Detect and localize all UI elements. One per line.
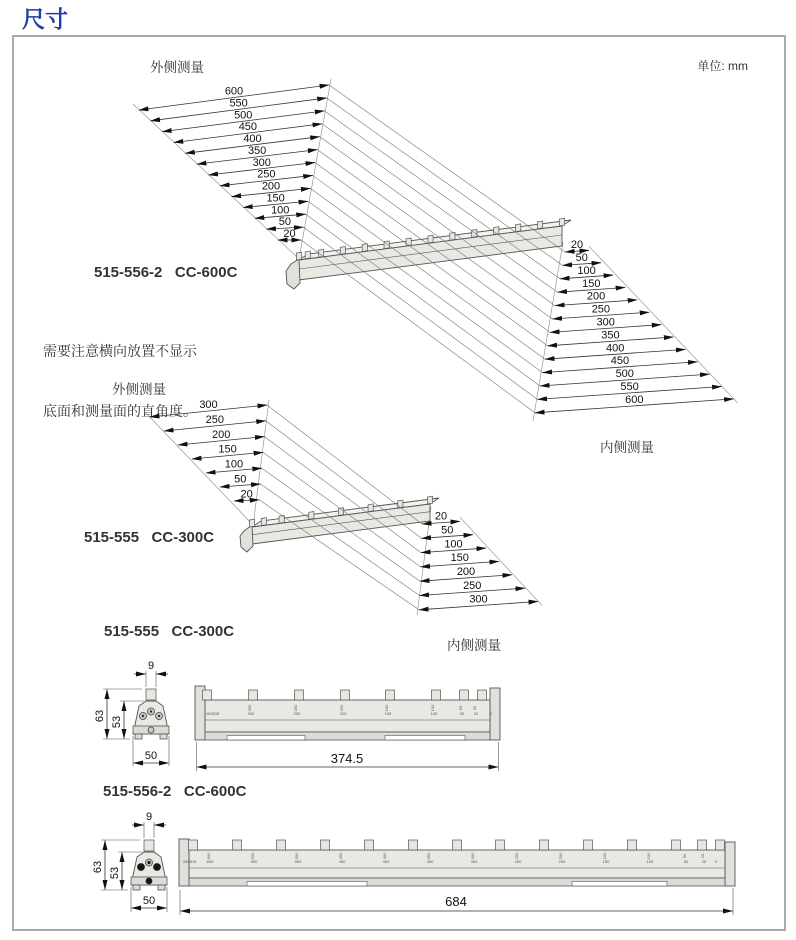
- dim-value: 550: [229, 97, 248, 110]
- envelope-line: [460, 517, 542, 605]
- side-view-300c: [195, 686, 500, 771]
- dim-value: 450: [238, 121, 258, 134]
- scale-label-rotated: 100: [430, 704, 435, 712]
- dim-base-width: 50: [144, 750, 158, 762]
- base-recess: [572, 882, 667, 887]
- bar-stud: [428, 235, 433, 243]
- dimensions-panel: [12, 35, 786, 931]
- scale-label-rotated: 20: [700, 853, 705, 859]
- cross-foot-left: [133, 885, 140, 890]
- scale-label: 0: [489, 711, 493, 716]
- dim-value: 250: [463, 579, 482, 592]
- scale-label: 550: [250, 859, 258, 864]
- scale-label: 250: [514, 859, 522, 864]
- hole-center: [147, 861, 150, 864]
- dim-value: 50: [441, 524, 454, 537]
- bar-stud: [584, 840, 593, 850]
- dim-base-width: 50: [142, 895, 156, 907]
- dim-value: 150: [582, 277, 601, 290]
- dim-length-300c: 374.5: [330, 751, 364, 766]
- scale-label: 450: [338, 859, 346, 864]
- dim-value: 100: [577, 264, 596, 277]
- cross-section-300c: [94, 660, 169, 766]
- scale-label-rotated: 300: [247, 704, 252, 712]
- bar-stud: [249, 690, 258, 700]
- product-label-300c: 515-555 CC-300C: [84, 529, 215, 546]
- bar-stud: [537, 221, 542, 229]
- scale-label: 0: [714, 859, 718, 864]
- bar-stud: [516, 224, 521, 232]
- scale-label: 100: [646, 859, 654, 864]
- dim-length-600c: 684: [445, 894, 467, 909]
- gauge-hole: [148, 727, 154, 733]
- unit-label: 单位: mm: [697, 59, 748, 73]
- scale-label: 150: [602, 859, 610, 864]
- dim-value: 350: [247, 144, 267, 157]
- base-recess: [385, 736, 465, 741]
- outside-measure-label-300c: 外侧测量: [112, 382, 166, 397]
- bar-stud: [432, 690, 441, 700]
- bar-stud: [386, 690, 395, 700]
- dim-pin-width: 9: [147, 660, 155, 672]
- bar-stud: [384, 241, 389, 249]
- bar-stud: [472, 230, 477, 238]
- scale-label-rotated: 150: [602, 852, 607, 860]
- scale-label-rotated: 300: [470, 852, 475, 860]
- dim-value: 100: [224, 458, 244, 471]
- bar-stud: [559, 218, 564, 226]
- iso-diagram-600c: [133, 79, 738, 421]
- dim-value: 150: [266, 192, 285, 205]
- envelope-line: [253, 400, 269, 526]
- gauge-hole: [138, 864, 145, 871]
- section-heading-300c: 515-555 CC-300C: [104, 623, 235, 640]
- scale-label: 150: [384, 711, 392, 716]
- dim-value: 20: [240, 488, 253, 501]
- bar-stud: [716, 840, 725, 850]
- cross-foot-left: [135, 734, 142, 739]
- bar-stud: [365, 840, 374, 850]
- dim-value: 20: [283, 228, 296, 240]
- product-label-600c: 515-556-2 CC-600C: [94, 264, 238, 281]
- scale-label: INSIDE: [183, 859, 197, 864]
- bar-stud: [460, 690, 469, 700]
- bar-end-block: [286, 259, 300, 289]
- cross-pin: [146, 689, 156, 700]
- dim-total-height: 63: [92, 860, 104, 874]
- scale-label-rotated: 50: [682, 853, 687, 859]
- dim-value: 250: [591, 303, 611, 316]
- scale-label-rotated: 20: [472, 705, 477, 711]
- dim-value: 100: [271, 204, 290, 217]
- cross-foot-right: [160, 734, 167, 739]
- cross-section-600c: [92, 811, 167, 912]
- dim-value: 20: [570, 239, 584, 252]
- dim-value: 600: [625, 393, 644, 406]
- scale-label: 50: [459, 711, 465, 716]
- bar-stud: [540, 840, 549, 850]
- side-view-600c: [179, 839, 735, 915]
- dim-value: 150: [218, 443, 237, 456]
- bar-stud: [398, 500, 403, 508]
- page-title: 尺寸: [22, 6, 68, 32]
- dim-value: 50: [234, 473, 247, 486]
- dim-value: 20: [434, 510, 448, 523]
- dim-body-height: 53: [111, 715, 123, 729]
- scale-label-rotated: 400: [382, 852, 387, 860]
- bar-stud: [672, 840, 681, 850]
- note-line-2: 底面和测量面的直角度。: [43, 403, 197, 419]
- end-block-right: [725, 842, 735, 886]
- bar-stud: [295, 690, 304, 700]
- dim-value: 400: [606, 342, 625, 355]
- scale-label: 600: [206, 859, 214, 864]
- scale-label: 300: [470, 859, 478, 864]
- bar-stud: [427, 496, 432, 504]
- cross-pin: [144, 840, 154, 851]
- dim-value: 300: [199, 399, 218, 411]
- scale-label-rotated: 250: [293, 704, 298, 712]
- scale-label: 200: [339, 711, 347, 716]
- scale-label-rotated: 450: [338, 852, 343, 860]
- dim-body-height: 53: [109, 866, 121, 880]
- bar-stud: [478, 690, 487, 700]
- bar-stud: [496, 840, 505, 850]
- bar-stud: [341, 690, 350, 700]
- scale-label: 250: [293, 711, 301, 716]
- scale-label: 50: [683, 859, 689, 864]
- dim-value: 300: [469, 593, 488, 606]
- iso-diagram-300c: [144, 399, 542, 615]
- scale-label: 400: [382, 859, 390, 864]
- scale-label: 350: [426, 859, 434, 864]
- dim-value: 100: [444, 538, 463, 551]
- dim-value: 150: [450, 552, 469, 565]
- scale-label-rotated: 50: [458, 705, 463, 711]
- gauge-hole: [146, 878, 152, 884]
- bar-end-block: [240, 525, 253, 552]
- scale-label: 300: [247, 711, 255, 716]
- hole-center: [150, 710, 152, 712]
- dim-value: 250: [257, 168, 276, 181]
- technical-drawing: [14, 37, 784, 929]
- scale-label: 20: [473, 711, 479, 716]
- dim-value: 500: [615, 368, 634, 381]
- scale-label: 500: [294, 859, 302, 864]
- dim-value: 400: [243, 133, 262, 145]
- bar-stud: [233, 840, 242, 850]
- bar-stud: [368, 504, 373, 512]
- scale-label-rotated: 550: [250, 852, 255, 860]
- scale-label: INSIDE: [206, 711, 220, 716]
- scale-label-rotated: 150: [384, 704, 389, 712]
- dim-value: 200: [261, 180, 281, 193]
- scale-label: 200: [558, 859, 566, 864]
- bar-stud: [409, 840, 418, 850]
- bar-stud: [189, 840, 198, 850]
- extension-line: [267, 405, 422, 524]
- dim-value: 200: [212, 428, 231, 441]
- bar-face: [189, 850, 725, 878]
- dim-value: 50: [278, 216, 291, 229]
- bar-stud: [277, 840, 286, 850]
- bar-stud: [698, 840, 707, 850]
- bar-stud: [362, 244, 367, 252]
- cross-foot-right: [158, 885, 165, 890]
- scale-label-rotated: 350: [426, 852, 431, 860]
- bar-stud: [249, 519, 254, 527]
- dim-value: 600: [224, 85, 244, 98]
- scale-label: 20: [701, 859, 707, 864]
- inside-measure-label-300c: 内侧测量: [447, 638, 501, 653]
- bar-stud: [296, 252, 301, 260]
- scale-label-rotated: 600: [206, 852, 211, 860]
- dim-value: 200: [586, 290, 606, 303]
- dim-value: 550: [620, 380, 639, 393]
- bar-stud: [340, 247, 345, 255]
- section-heading-600c: 515-556-2 CC-600C: [103, 783, 247, 800]
- dim-value: 200: [456, 565, 476, 578]
- dim-value: 450: [610, 355, 630, 368]
- bar-stud: [305, 251, 310, 259]
- scale-label-rotated: 250: [514, 852, 519, 860]
- hole-center: [142, 715, 144, 717]
- bar-stud: [203, 690, 212, 700]
- base-recess: [227, 736, 305, 741]
- dim-value: 300: [596, 316, 615, 329]
- scale-label-rotated: 100: [646, 852, 651, 860]
- scale-label-rotated: 200: [558, 852, 563, 860]
- inside-measure-label-600c: 内侧测量: [600, 440, 654, 455]
- dim-value: 300: [252, 156, 271, 169]
- bar-stud: [261, 518, 266, 526]
- bar-stud: [628, 840, 637, 850]
- base-recess: [247, 882, 367, 887]
- scale-label-rotated: 200: [339, 704, 344, 712]
- outside-measure-label-600c: 外侧测量: [150, 60, 204, 75]
- dim-value: 500: [234, 109, 253, 122]
- dim-value: 350: [601, 329, 620, 342]
- dim-total-height: 63: [94, 709, 106, 723]
- bar-stud: [453, 840, 462, 850]
- gauge-hole: [154, 864, 161, 871]
- scale-label: 100: [430, 711, 438, 716]
- envelope-line: [299, 79, 331, 259]
- note-line-1: 需要注意横向放置不显示: [43, 343, 197, 359]
- hole-center: [158, 715, 160, 717]
- scale-label-rotated: 500: [294, 852, 299, 860]
- dim-value: 50: [575, 252, 588, 265]
- bar-stud: [321, 840, 330, 850]
- dim-value: 250: [205, 413, 225, 426]
- dim-pin-width: 9: [145, 811, 153, 823]
